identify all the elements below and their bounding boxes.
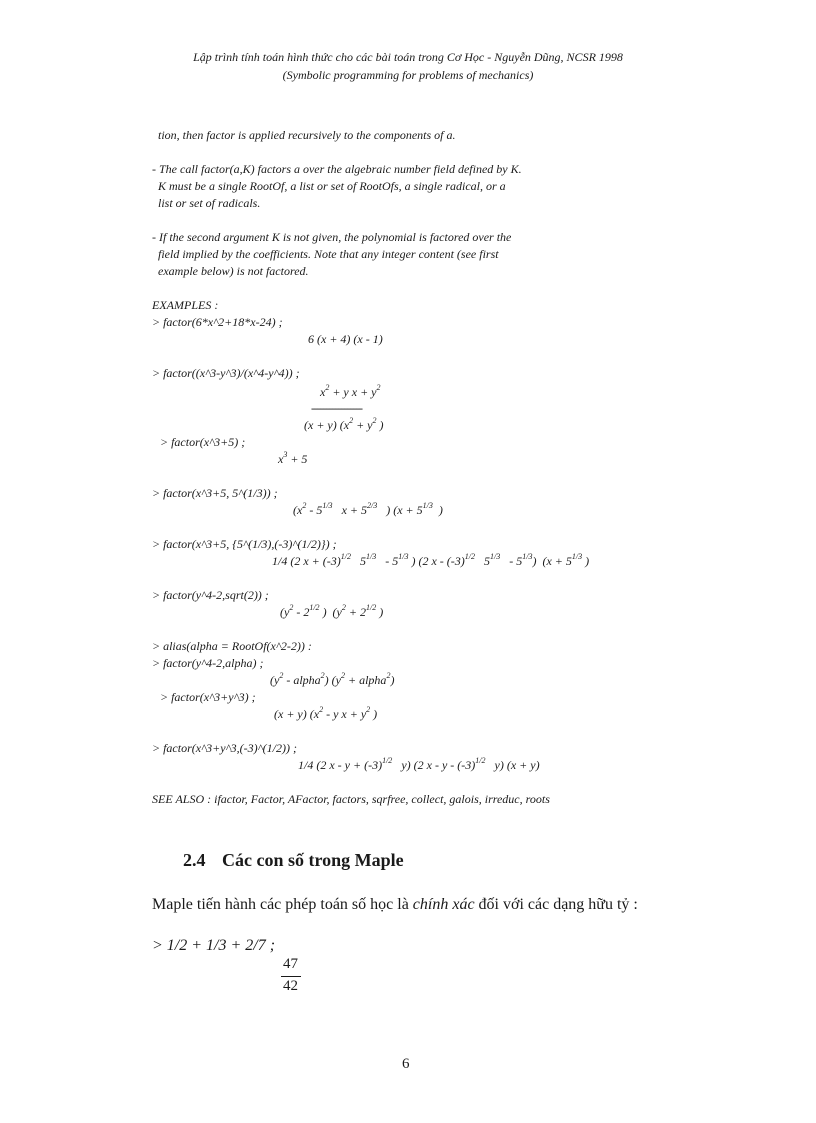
- fraction-denominator: 42: [283, 978, 298, 994]
- maple-result-2-numerator: $x^2 + y$ $x + y^2$: [320, 383, 381, 399]
- maple-result-9: (x + y) ($x^2$ - y $x + y^2$ ): [274, 705, 378, 721]
- maple-result-8: ($y^2$ - alpha$^2$) ($y^2$ + alpha$^2$): [270, 671, 395, 687]
- intro-line-6: field implied by the coefficients. Note that any integer content (see first: [158, 247, 499, 261]
- maple-command-2: > factor((x^3-y^3)/(x^4-y^4)) ;: [152, 366, 300, 380]
- maple-command-4: > factor(x^3+5, 5^(1/3)) ;: [152, 486, 278, 500]
- maple-result-2-fraction-bar: -----------------: [311, 401, 362, 415]
- intro-line-7: example below) is not factored.: [158, 264, 309, 278]
- maple-result-2-denominator: (x + y) ($x^2 + y^2$ ): [304, 416, 384, 432]
- examples-title: EXAMPLES :: [152, 298, 219, 312]
- maple-command-7: > alias(alpha = RootOf(x^2-2)) :: [152, 639, 312, 653]
- fraction-numerator: 47: [283, 956, 298, 972]
- intro-line-5: - If the second argument K is not given, the polynomial is factored over the: [152, 230, 512, 244]
- maple-result-5: 1/4 (2 $x + (-3)^{1/2}$ $5^{1/3} - 5^{1/3}$ ) (2 x - $(-3)^{1/2}$ $5^{1/3} - 5^{1/3}$) ($x + 5^{1/3}$ ): [272, 552, 590, 568]
- maple-result-4: ($x^2 - 5^{1/3}$ $x + 5^{2/3}$ ) ($x + 5^{1/3}$ ): [293, 501, 443, 517]
- intro-line-4: list or set of radicals.: [158, 196, 261, 210]
- maple-command-9: > factor(x^3+y^3) ;: [160, 690, 256, 704]
- maple-command-8: > factor(y^4-2,alpha) ;: [152, 656, 264, 670]
- intro-line-3: K must be a single RootOf, a list or set of RootOfs, a single radical, or a: [158, 179, 506, 193]
- intro-line-2: - The call factor(a,K) factors a over the algebraic number field defined by K.: [152, 162, 522, 176]
- maple-command-6: > factor(y^4-2,sqrt(2)) ;: [152, 588, 269, 602]
- running-header-subtitle: (Symbolic programming for problems of mechanics): [282, 68, 534, 82]
- fraction-bar: [281, 976, 301, 977]
- section-title: Các con số trong Maple: [222, 850, 404, 870]
- intro-line-1: tion, then factor is applied recursively to the components of a.: [158, 128, 456, 142]
- maple-command-1: > factor(6*x^2+18*x-24) ;: [152, 315, 283, 329]
- maple-result-3: $x^3 + 5$: [278, 450, 308, 466]
- maple-result-1: 6 (x + 4) (x - 1): [308, 332, 383, 346]
- see-also: SEE ALSO : ifactor, Factor, AFactor, factors, sqrfree, collect, galois, irreduc, roots: [152, 792, 550, 806]
- maple-result-6: ($y^2 - 2^{1/2}$ ) ($y^2 + 2^{1/2}$ ): [280, 603, 384, 619]
- running-header-title: Lập trình tính toán hình thức cho các bài toán trong Cơ Học - Nguyễn Dũng, NCSR 1998: [193, 50, 623, 64]
- maple-command-5: > factor(x^3+5, {5^(1/3),(-3)^(1/2)}) ;: [152, 537, 337, 551]
- section-number: 2.4: [183, 850, 206, 870]
- maple-command-10: > factor(x^3+y^3,(-3)^(1/2)) ;: [152, 741, 298, 755]
- maple-result-10: 1/4 (2 $x - y + (-3)^{1/2}$ y) (2 x - y - $(-3)^{1/2}$ y) (x + y): [298, 756, 540, 772]
- section-paragraph: Maple tiến hành các phép toán số học là chính xác đối với các dạng hữu tỷ :: [152, 896, 638, 913]
- maple-command-sum: > 1/2 + 1/3 + 2/7 ;: [152, 937, 276, 954]
- maple-command-3: > factor(x^3+5) ;: [160, 435, 246, 449]
- page-number: 6: [402, 1056, 410, 1072]
